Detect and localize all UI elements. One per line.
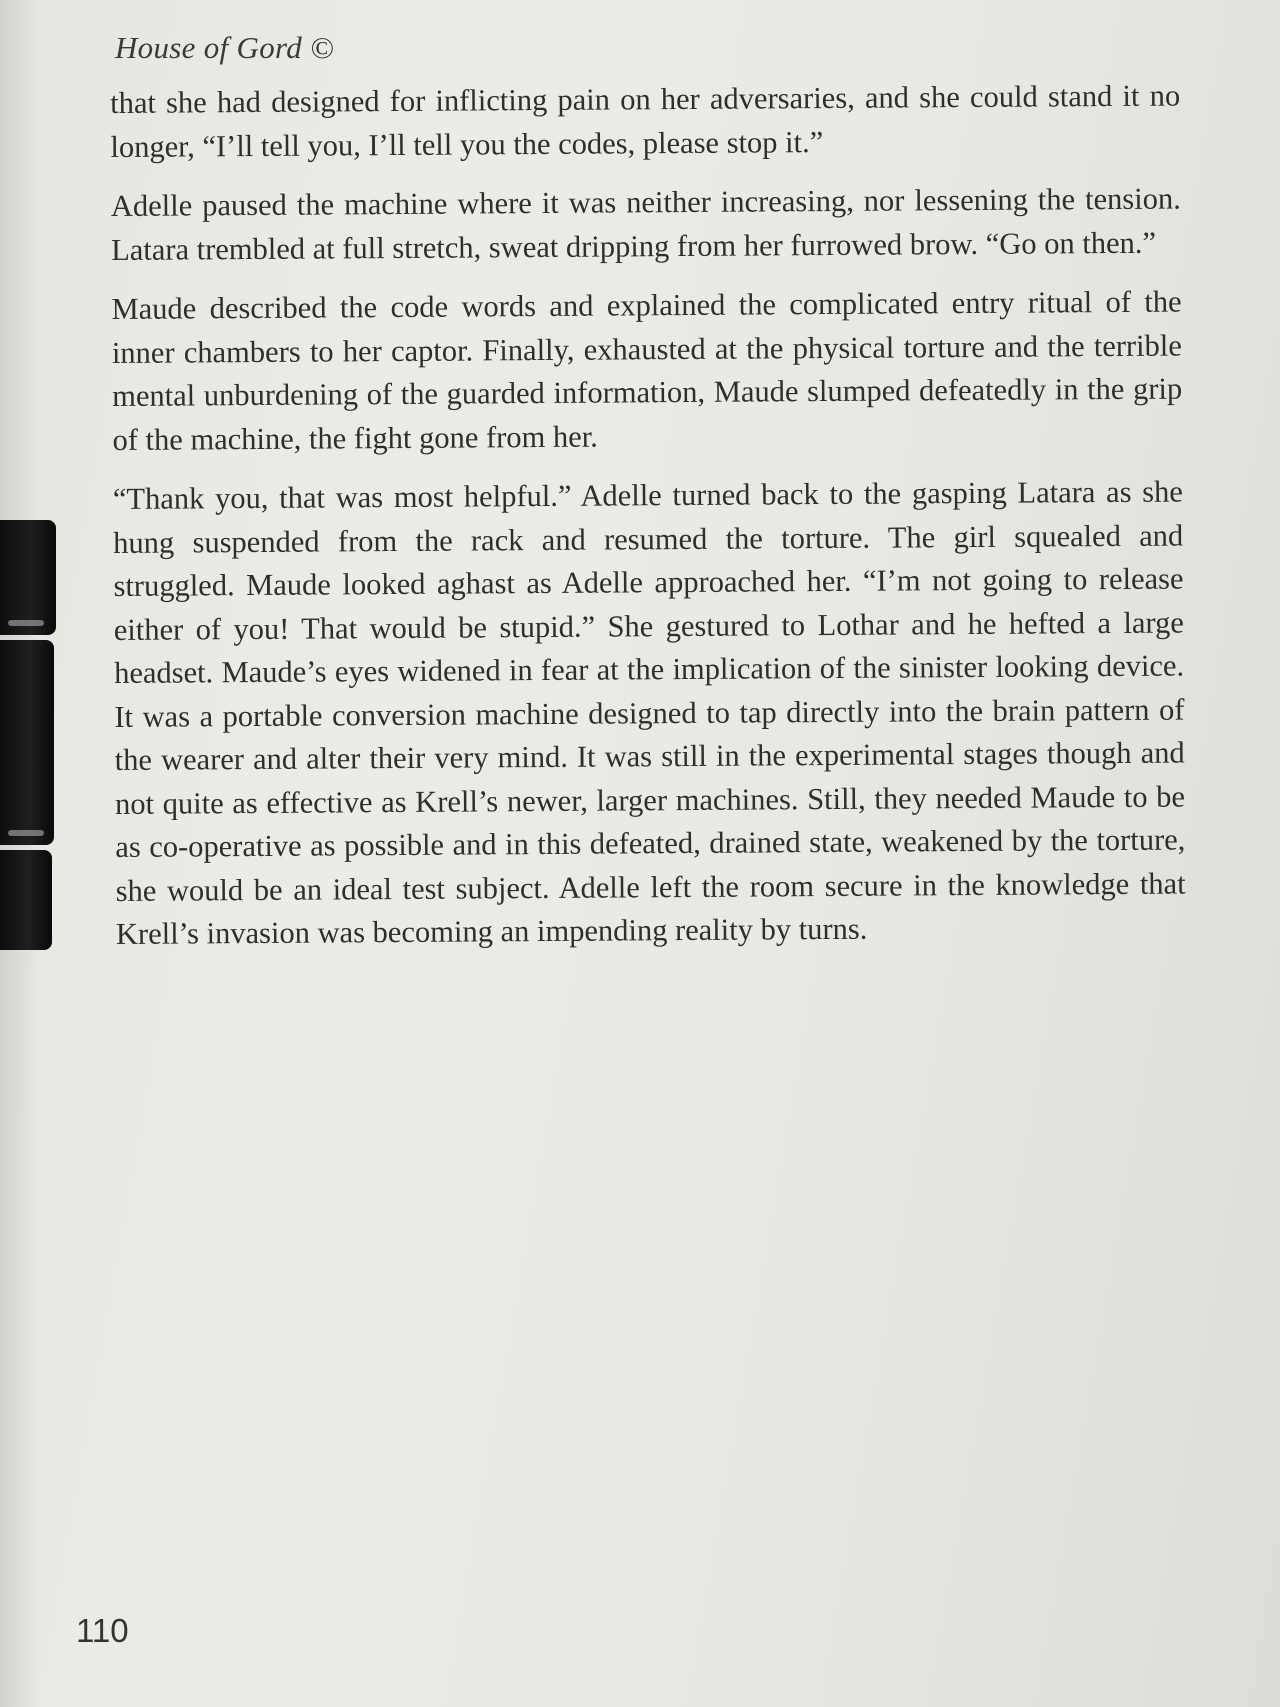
paragraph: that she had designed for inflicting pain on her adversaries, and she could stand it no longer, “I’ll tell you, I’ll tell you the codes, please stop it.” bbox=[110, 78, 1181, 164]
binder-clip-bottom-segment bbox=[0, 850, 52, 950]
binder-clip-top-segment bbox=[0, 520, 56, 635]
binder-clip-highlight bbox=[8, 830, 44, 836]
body-text bbox=[110, 75, 1186, 973]
paragraph: Adelle paused the machine where it was neither increasing, nor lessening the tension. Latara trembled at full stretch, sweat dripping from her furrowed brow. “Go on then.” bbox=[110, 181, 1181, 267]
page-number: 110 bbox=[76, 1612, 129, 1649]
paragraph: “Thank you, that was most helpful.” Adelle turned back to the gasping Latara as she hung suspended from the rack and resumed the torture. The girl squealed and struggled. Maude looked aghast as Adelle approached her. “I’m not going to release either of you! That would be stupid.” She gestured to Lothar and he hefted a large headset. Maude’s eyes widened in fear at the implication of the sinister looking device. It was a portable conversion machine designed to tap directly into the brain pattern of the wearer and alter their very mind. It was still in the experimental stages though and not quite as effective as Krell’s newer, larger machines. Still, they needed Maude to be as co-operative as possible and in this defeated, drained state, weakened by the torture, she would be an ideal test subject. Adelle left the room secure in the knowledge that Krell’s invasion was becoming an impending reality by turns. bbox=[112, 474, 1186, 951]
running-header: House of Gord © bbox=[115, 30, 334, 65]
binder-clip bbox=[0, 520, 62, 950]
paragraph: Maude described the code words and explained the complicated entry ritual of the inner chambers to her captor. Finally, exhausted at the physical torture and the terrible mental unburdening of the guarded information, Maude slumped defeatedly in the grip of the machine, the fight gone from her. bbox=[111, 284, 1183, 457]
binder-clip-highlight bbox=[8, 620, 44, 626]
binder-clip-middle-segment bbox=[0, 640, 54, 845]
